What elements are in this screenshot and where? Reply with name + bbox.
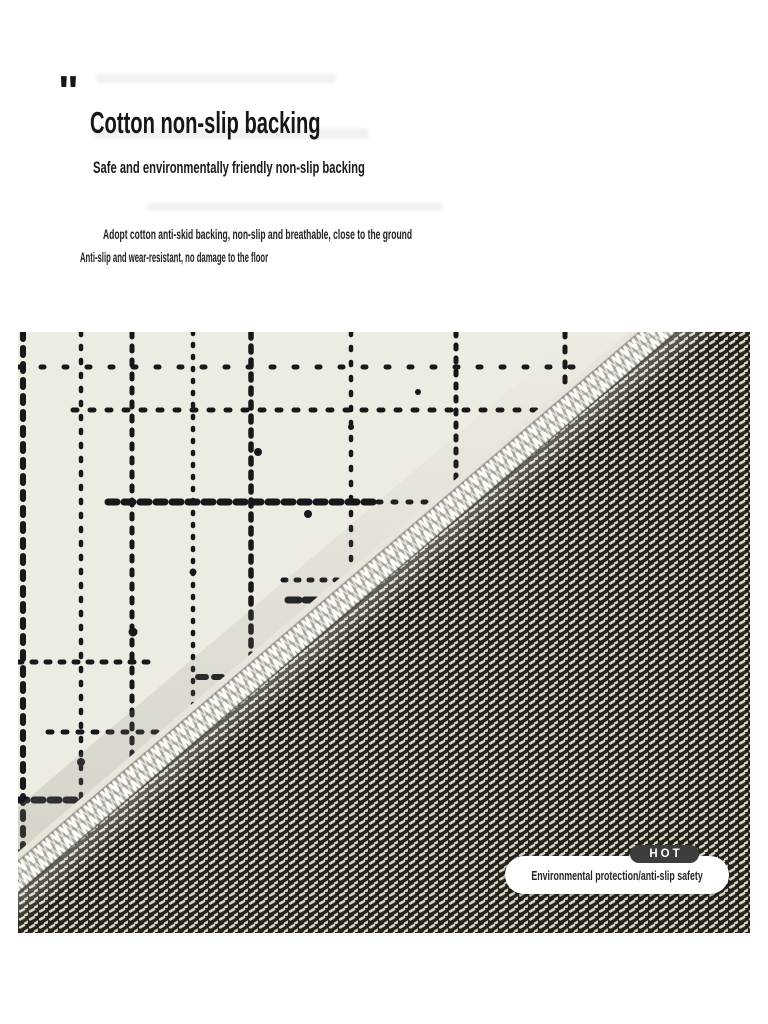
quote-icon: ": [58, 67, 76, 116]
hot-badge: HOT: [630, 845, 699, 863]
page-title: Cotton non-slip backing: [90, 104, 321, 140]
description-line-1: Adopt cotton anti-skid backing, non-slip and breathable, close to the ground: [103, 226, 413, 242]
rug-photo: [18, 332, 750, 933]
feature-pill: [505, 856, 729, 894]
product-photo: [18, 332, 750, 933]
description-line-2: Anti-slip and wear-resistant, no damage to the floor: [80, 249, 269, 265]
feature-pill-label: Environmental protection/anti-slip safety: [531, 867, 703, 883]
subtitle: Safe and environmentally friendly non-slip backing: [93, 158, 365, 178]
ghost-text: [96, 74, 336, 83]
ghost-text: [147, 203, 443, 211]
